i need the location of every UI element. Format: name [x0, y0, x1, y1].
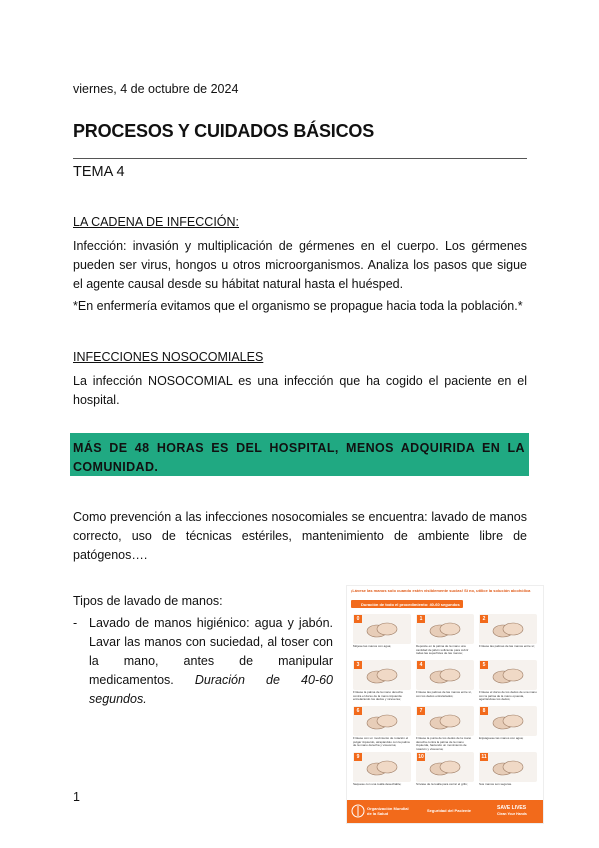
document-title: PROCESOS Y CUIDADOS BÁSICOS: [73, 121, 374, 141]
list-item-body: [89, 614, 333, 709]
section-note: *En enfermería evitamos que el organismo se propague hacia toda la población.*: [73, 299, 523, 313]
poster-step-number: 6: [354, 707, 362, 715]
poster-step: [416, 706, 474, 750]
poster-step-number: 3: [354, 661, 362, 669]
poster-step: [353, 660, 411, 704]
poster-step-number: 11: [481, 754, 487, 760]
document-subtitle: TEMA 4: [73, 164, 125, 180]
poster-duration: Duración de todo el procedimiento: 40-60 segundos: [361, 601, 460, 607]
poster-step-caption: Sus manos son seguras.: [479, 782, 513, 786]
document-date: viernes, 4 de octubre de 2024: [73, 82, 239, 96]
poster-step-caption: Deposite en la palma de la mano una cantidad de jabón suficiente para cubrir todas las superficies de las manos;: [416, 644, 469, 655]
poster-step: [416, 614, 474, 658]
poster-step-number: 2: [480, 615, 488, 623]
poster-step: [416, 752, 474, 796]
poster-header: ¡Lávese las manos solo cuando estén visiblemente sucias! Si no, utilice la solución alcohólica: [351, 588, 531, 593]
poster-step-number: 10: [418, 754, 424, 760]
poster-footer-org: Organización Mundial de la Salud: [367, 806, 409, 816]
poster-step-caption: Frótese las palmas de las manos entre sí;: [479, 644, 535, 648]
poster-footer-right-sub: Clean Your Hands: [497, 812, 527, 816]
poster-step: [479, 752, 537, 796]
poster-step: [479, 660, 537, 704]
poster-step: [479, 706, 537, 750]
poster-step-caption: Frótese con un movimiento de rotación el pulgar izquierdo, atrapándolo con la palma de la mano derecha y viceversa;: [353, 736, 410, 747]
poster-step-number: 0: [354, 615, 362, 623]
poster-footer-right: SAVE LIVES: [497, 805, 527, 811]
poster-step: [416, 660, 474, 704]
poster-step-number: 4: [417, 661, 425, 669]
poster-duration-bar: [351, 600, 463, 608]
poster-step: [353, 614, 411, 658]
poster-step-number: 8: [480, 707, 488, 715]
poster-step-caption: Frótese la palma de la mano derecha contra el dorso de la mano izquierda entrelazando los dedos y viceversa;: [353, 690, 403, 701]
who-logo-icon: [351, 804, 365, 819]
poster-step: [479, 614, 537, 658]
section-paragraph-infeccion: Infección: invasión y multiplicación de gérmenes en el cuerpo. Los gérmenes pueden ser virus, hongos u otros microorganismos. Analiza los pasos que sigue el agente causal desde su hábitat natural hasta el huésped.: [73, 239, 527, 291]
list-item: [73, 614, 333, 709]
poster-step-caption: Mójese las manos con agua;: [353, 644, 392, 648]
handwash-poster: [346, 585, 544, 824]
page-number: 1: [73, 790, 80, 804]
highlight-text: MÁS DE 48 HORAS ES DEL HOSPITAL, MENOS ADQUIRIDA EN LA COMUNIDAD.: [73, 441, 525, 474]
section-heading-nosocomiales: INFECCIONES NOSOCOMIALES: [73, 350, 264, 364]
handwash-list: [73, 614, 333, 709]
poster-step: [353, 706, 411, 750]
list-item-duration: Duración de 40-60 segundos.: [89, 673, 333, 706]
poster-step-caption: Frótese la punta de los dedos de la mano derecha contra la palma de la mano izquierda, haciendo un movimiento de rotación y viceversa;: [416, 736, 472, 751]
poster-step-number: 1: [417, 615, 425, 623]
poster-step-number: 5: [480, 661, 488, 669]
poster-step: [353, 752, 411, 796]
poster-step-caption: Sírvase de la toalla para cerrar el grifo;: [416, 782, 468, 786]
poster-step-number: 7: [417, 707, 425, 715]
poster-step-caption: Enjuáguese las manos con agua;: [479, 736, 524, 740]
list-item-text: Lavado de manos higiénico: agua y jabón. Lavar las manos con suciedad, al toser con la mano, antes de manipular medicamentos.: [89, 616, 333, 687]
section-heading-cadena: LA CADENA DE INFECCIÓN:: [73, 215, 240, 229]
prevention-paragraph: Como prevención a las infecciones nosocomiales se encuentra: lavado de manos correcto, uso de técnicas estériles, mantenimiento de ambiente libre de patógenos….: [73, 510, 527, 562]
poster-footer: [347, 800, 543, 823]
handwash-intro: Tipos de lavado de manos:: [73, 594, 223, 608]
poster-step-caption: Frótese el dorso de los dedos de una mano con la palma de la mano opuesta, agarrándose los dedos;: [479, 690, 537, 701]
poster-footer-mid: Seguridad del Paciente: [427, 808, 472, 813]
poster-step-number: 9: [354, 753, 362, 761]
title-divider: [73, 158, 527, 159]
section-paragraph-nosocomial: La infección NOSOCOMIAL es una infección que ha cogido el paciente en el hospital.: [73, 374, 527, 407]
list-dash: -: [73, 616, 78, 630]
poster-step-caption: Séquese con una toalla desechable;: [353, 782, 402, 786]
poster-step-caption: Frótese las palmas de las manos entre sí, con los dedos entrelazados;: [416, 690, 472, 698]
